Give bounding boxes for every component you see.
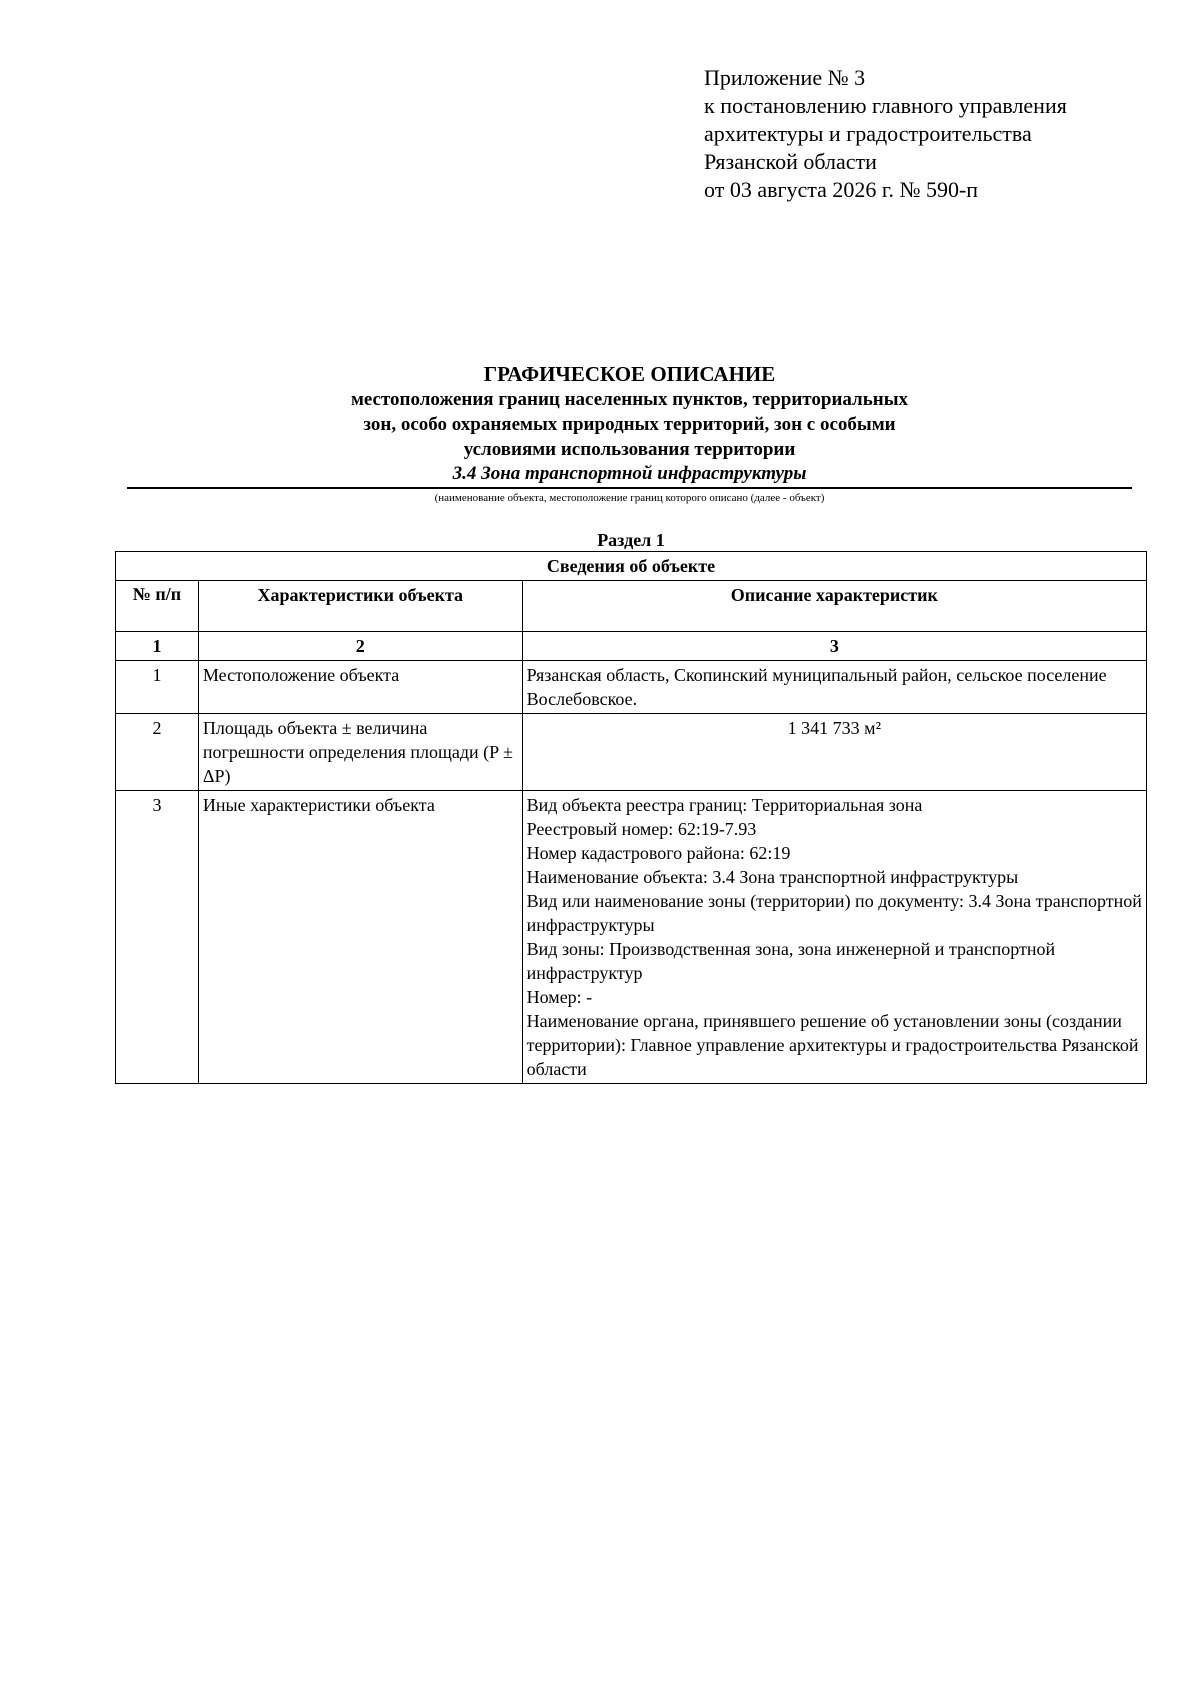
- document-subtitle-line-3: условиями использования территории: [463, 439, 796, 460]
- table-header-row: [116, 581, 1147, 632]
- description-line: Реестровый номер: 62:19-7.93: [526, 819, 757, 839]
- appendix-region-line: Рязанской области: [704, 149, 877, 174]
- description-line: Вид или наименование зоны (территории) по документу: 3.4 Зона транспортной инфраструктуры: [526, 891, 1142, 935]
- header-description: Описание характеристик: [522, 581, 1146, 632]
- description-line: Номер: -: [526, 987, 593, 1007]
- object-name: 3.4 Зона транспортной инфраструктуры: [127, 462, 1132, 489]
- column-index: 1: [116, 632, 199, 661]
- column-index-row: [116, 632, 1147, 661]
- row-characteristic: Местоположение объекта: [198, 661, 522, 714]
- description-line: Номер кадастрового района: 62:19: [526, 843, 791, 863]
- document-title-block: [127, 361, 1132, 505]
- column-index: 3: [522, 632, 1146, 661]
- row-number: 3: [116, 791, 199, 1084]
- document-subtitle-line-1: местоположения границ населенных пунктов, территориальных: [350, 389, 909, 410]
- description-line: Наименование объекта: 3.4 Зона транспортной инфраструктуры: [526, 867, 1019, 887]
- appendix-block: [704, 64, 1067, 204]
- table-caption: Сведения об объекте: [116, 552, 1147, 581]
- header-number: № п/п: [116, 581, 199, 632]
- appendix-resolution-line: к постановлению главного управления: [704, 93, 1067, 118]
- description-line: Наименование органа, принявшего решение об установлении зоны (создании территории): Главное управление архитектуры и градостроительства Рязанской области: [526, 1011, 1139, 1079]
- table-row: [116, 714, 1147, 791]
- row-description: Рязанская область, Скопинский муниципальный район, сельское поселение Вослебовское.: [522, 661, 1146, 714]
- appendix-authority-line: архитектуры и градостроительства: [704, 121, 1032, 146]
- document-subtitle-line-2: зон, особо охраняемых природных территорий, зон с особыми: [363, 414, 896, 435]
- section-title: Раздел 1: [597, 530, 665, 550]
- row-characteristic: Площадь объекта ± величина погрешности определения площади (P ± ΔP): [198, 714, 522, 791]
- document-title: ГРАФИЧЕСКОЕ ОПИСАНИЕ: [483, 362, 776, 386]
- column-index: 2: [198, 632, 522, 661]
- row-number: 1: [116, 661, 199, 714]
- row-description: [522, 791, 1146, 1084]
- object-info-table: [115, 551, 1147, 1084]
- table-row: [116, 791, 1147, 1084]
- row-number: 2: [116, 714, 199, 791]
- header-characteristic: Характеристики объекта: [198, 581, 522, 632]
- appendix-number: Приложение № 3: [704, 65, 866, 90]
- description-line: Вид зоны: Производственная зона, зона инженерной и транспортной инфраструктур: [526, 939, 1056, 983]
- row-description: 1 341 733 м²: [522, 714, 1146, 791]
- appendix-date-number: от 03 августа 2026 г. № 590-п: [704, 177, 979, 202]
- row-characteristic: Иные характеристики объекта: [198, 791, 522, 1084]
- table-row: [116, 661, 1147, 714]
- table-caption-row: [116, 552, 1147, 581]
- object-name-caption: (наименование объекта, местоположение границ которого описано (далее - объект): [434, 492, 825, 504]
- description-line: Вид объекта реестра границ: Территориальная зона: [526, 795, 923, 815]
